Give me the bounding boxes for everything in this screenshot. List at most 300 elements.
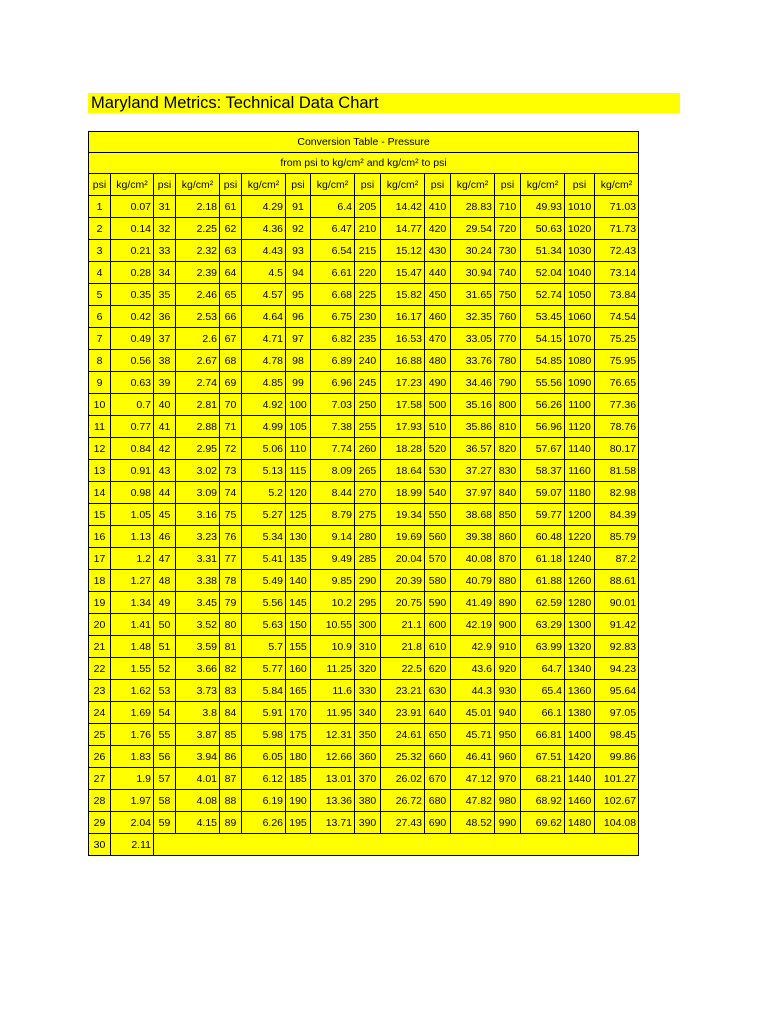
kgcm2-cell: 5.98 xyxy=(242,724,286,746)
psi-cell: 710 xyxy=(495,196,521,218)
table-row xyxy=(89,636,639,658)
psi-cell: 750 xyxy=(495,284,521,306)
psi-cell: 17 xyxy=(89,548,111,570)
kgcm2-cell: 2.18 xyxy=(176,196,220,218)
psi-cell: 52 xyxy=(154,658,176,680)
psi-cell: 37 xyxy=(154,328,176,350)
kgcm2-cell: 101.27 xyxy=(595,768,639,790)
psi-cell: 44 xyxy=(154,482,176,504)
kgcm2-cell: 98.45 xyxy=(595,724,639,746)
kgcm2-cell: 41.49 xyxy=(451,592,495,614)
psi-cell: 460 xyxy=(425,306,451,328)
kgcm2-cell: 17.23 xyxy=(381,372,425,394)
kgcm2-cell: 11.95 xyxy=(311,702,355,724)
kgcm2-cell: 84.39 xyxy=(595,504,639,526)
kgcm2-cell: 69.62 xyxy=(521,812,565,834)
psi-cell: 240 xyxy=(355,350,381,372)
psi-cell: 1120 xyxy=(565,416,595,438)
psi-cell: 31 xyxy=(154,196,176,218)
kgcm2-cell: 2.67 xyxy=(176,350,220,372)
kgcm2-cell: 1.62 xyxy=(111,680,154,702)
psi-cell: 1340 xyxy=(565,658,595,680)
kgcm2-cell: 5.27 xyxy=(242,504,286,526)
psi-cell: 30 xyxy=(89,834,111,856)
psi-cell: 680 xyxy=(425,790,451,812)
kgcm2-cell: 71.73 xyxy=(595,218,639,240)
column-header-kgcm2: kg/cm² xyxy=(311,174,355,196)
kgcm2-cell: 73.84 xyxy=(595,284,639,306)
kgcm2-cell: 11.6 xyxy=(311,680,355,702)
kgcm2-cell: 13.01 xyxy=(311,768,355,790)
column-header-psi: psi xyxy=(565,174,595,196)
kgcm2-cell: 2.39 xyxy=(176,262,220,284)
kgcm2-cell: 0.63 xyxy=(111,372,154,394)
kgcm2-cell: 5.34 xyxy=(242,526,286,548)
kgcm2-cell: 54.15 xyxy=(521,328,565,350)
column-header-kgcm2: kg/cm² xyxy=(242,174,286,196)
psi-cell: 1280 xyxy=(565,592,595,614)
kgcm2-cell: 3.94 xyxy=(176,746,220,768)
psi-cell: 9 xyxy=(89,372,111,394)
kgcm2-cell: 58.37 xyxy=(521,460,565,482)
kgcm2-cell: 20.75 xyxy=(381,592,425,614)
psi-cell: 275 xyxy=(355,504,381,526)
psi-cell: 730 xyxy=(495,240,521,262)
psi-cell: 15 xyxy=(89,504,111,526)
table-row xyxy=(89,306,639,328)
table-row xyxy=(89,372,639,394)
kgcm2-cell: 9.14 xyxy=(311,526,355,548)
kgcm2-cell: 3.45 xyxy=(176,592,220,614)
psi-cell: 94 xyxy=(286,262,311,284)
psi-cell: 100 xyxy=(286,394,311,416)
psi-cell: 250 xyxy=(355,394,381,416)
kgcm2-cell: 102.67 xyxy=(595,790,639,812)
psi-cell: 265 xyxy=(355,460,381,482)
psi-cell: 870 xyxy=(495,548,521,570)
kgcm2-cell: 2.04 xyxy=(111,812,154,834)
psi-cell: 175 xyxy=(286,724,311,746)
psi-cell: 1260 xyxy=(565,570,595,592)
psi-cell: 145 xyxy=(286,592,311,614)
psi-cell: 45 xyxy=(154,504,176,526)
kgcm2-cell: 2.11 xyxy=(111,834,154,856)
kgcm2-cell: 68.92 xyxy=(521,790,565,812)
kgcm2-cell: 21.1 xyxy=(381,614,425,636)
kgcm2-cell: 25.32 xyxy=(381,746,425,768)
psi-cell: 125 xyxy=(286,504,311,526)
kgcm2-cell: 71.03 xyxy=(595,196,639,218)
kgcm2-cell: 56.96 xyxy=(521,416,565,438)
table-row xyxy=(89,482,639,504)
psi-cell: 5 xyxy=(89,284,111,306)
psi-cell: 820 xyxy=(495,438,521,460)
kgcm2-cell: 40.79 xyxy=(451,570,495,592)
psi-cell: 850 xyxy=(495,504,521,526)
kgcm2-cell: 13.36 xyxy=(311,790,355,812)
kgcm2-cell: 18.64 xyxy=(381,460,425,482)
kgcm2-cell: 6.05 xyxy=(242,746,286,768)
psi-cell: 390 xyxy=(355,812,381,834)
psi-cell: 1480 xyxy=(565,812,595,834)
psi-cell: 800 xyxy=(495,394,521,416)
psi-cell: 245 xyxy=(355,372,381,394)
column-header-psi: psi xyxy=(154,174,176,196)
psi-cell: 71 xyxy=(220,416,242,438)
kgcm2-cell: 2.32 xyxy=(176,240,220,262)
psi-cell: 180 xyxy=(286,746,311,768)
psi-cell: 840 xyxy=(495,482,521,504)
kgcm2-cell: 1.34 xyxy=(111,592,154,614)
kgcm2-cell: 5.91 xyxy=(242,702,286,724)
psi-cell: 160 xyxy=(286,658,311,680)
kgcm2-cell: 4.57 xyxy=(242,284,286,306)
psi-cell: 720 xyxy=(495,218,521,240)
psi-cell: 63 xyxy=(220,240,242,262)
kgcm2-cell: 1.13 xyxy=(111,526,154,548)
kgcm2-cell: 10.55 xyxy=(311,614,355,636)
kgcm2-cell: 4.85 xyxy=(242,372,286,394)
psi-cell: 19 xyxy=(89,592,111,614)
kgcm2-cell: 4.43 xyxy=(242,240,286,262)
kgcm2-cell: 61.18 xyxy=(521,548,565,570)
kgcm2-cell: 57.67 xyxy=(521,438,565,460)
kgcm2-cell: 80.17 xyxy=(595,438,639,460)
table-title-row xyxy=(89,132,639,153)
psi-cell: 290 xyxy=(355,570,381,592)
kgcm2-cell: 6.68 xyxy=(311,284,355,306)
kgcm2-cell: 4.99 xyxy=(242,416,286,438)
kgcm2-cell: 18.99 xyxy=(381,482,425,504)
psi-cell: 220 xyxy=(355,262,381,284)
kgcm2-cell: 15.12 xyxy=(381,240,425,262)
kgcm2-cell: 3.52 xyxy=(176,614,220,636)
kgcm2-cell: 15.47 xyxy=(381,262,425,284)
psi-cell: 165 xyxy=(286,680,311,702)
psi-cell: 2 xyxy=(89,218,111,240)
psi-cell: 910 xyxy=(495,636,521,658)
psi-cell: 6 xyxy=(89,306,111,328)
kgcm2-cell: 5.7 xyxy=(242,636,286,658)
kgcm2-cell: 3.73 xyxy=(176,680,220,702)
psi-cell: 570 xyxy=(425,548,451,570)
kgcm2-cell: 28.83 xyxy=(451,196,495,218)
psi-cell: 110 xyxy=(286,438,311,460)
kgcm2-cell: 1.48 xyxy=(111,636,154,658)
psi-cell: 97 xyxy=(286,328,311,350)
psi-cell: 500 xyxy=(425,394,451,416)
kgcm2-cell: 18.28 xyxy=(381,438,425,460)
psi-cell: 520 xyxy=(425,438,451,460)
kgcm2-cell: 1.05 xyxy=(111,504,154,526)
psi-cell: 91 xyxy=(286,196,311,218)
psi-cell: 1420 xyxy=(565,746,595,768)
kgcm2-cell: 2.81 xyxy=(176,394,220,416)
kgcm2-cell: 39.38 xyxy=(451,526,495,548)
table-row xyxy=(89,592,639,614)
psi-cell: 420 xyxy=(425,218,451,240)
kgcm2-cell: 3.87 xyxy=(176,724,220,746)
table-row xyxy=(89,394,639,416)
kgcm2-cell: 35.86 xyxy=(451,416,495,438)
psi-cell: 51 xyxy=(154,636,176,658)
psi-cell: 87 xyxy=(220,768,242,790)
psi-cell: 280 xyxy=(355,526,381,548)
psi-cell: 13 xyxy=(89,460,111,482)
psi-cell: 57 xyxy=(154,768,176,790)
psi-cell: 81 xyxy=(220,636,242,658)
psi-cell: 530 xyxy=(425,460,451,482)
psi-cell: 670 xyxy=(425,768,451,790)
kgcm2-cell: 24.61 xyxy=(381,724,425,746)
kgcm2-cell: 3.66 xyxy=(176,658,220,680)
psi-cell: 260 xyxy=(355,438,381,460)
kgcm2-cell: 92.83 xyxy=(595,636,639,658)
kgcm2-cell: 76.65 xyxy=(595,372,639,394)
kgcm2-cell: 3.09 xyxy=(176,482,220,504)
kgcm2-cell: 17.58 xyxy=(381,394,425,416)
column-header-psi: psi xyxy=(220,174,242,196)
kgcm2-cell: 4.92 xyxy=(242,394,286,416)
title-bar xyxy=(88,93,680,113)
kgcm2-cell: 1.9 xyxy=(111,768,154,790)
kgcm2-cell: 42.19 xyxy=(451,614,495,636)
kgcm2-cell: 64.7 xyxy=(521,658,565,680)
kgcm2-cell: 19.69 xyxy=(381,526,425,548)
table-subtitle: from psi to kg/cm² and kg/cm² to psi xyxy=(89,153,639,174)
psi-cell: 43 xyxy=(154,460,176,482)
kgcm2-cell: 26.02 xyxy=(381,768,425,790)
psi-cell: 79 xyxy=(220,592,242,614)
psi-cell: 960 xyxy=(495,746,521,768)
kgcm2-cell: 3.31 xyxy=(176,548,220,570)
psi-cell: 22 xyxy=(89,658,111,680)
kgcm2-cell: 20.39 xyxy=(381,570,425,592)
kgcm2-cell: 34.46 xyxy=(451,372,495,394)
psi-cell: 53 xyxy=(154,680,176,702)
column-header-kgcm2: kg/cm² xyxy=(381,174,425,196)
table-row xyxy=(89,196,639,218)
psi-cell: 1140 xyxy=(565,438,595,460)
table-row xyxy=(89,746,639,768)
psi-cell: 49 xyxy=(154,592,176,614)
psi-cell: 32 xyxy=(154,218,176,240)
kgcm2-cell: 1.2 xyxy=(111,548,154,570)
kgcm2-cell: 5.49 xyxy=(242,570,286,592)
kgcm2-cell: 59.07 xyxy=(521,482,565,504)
psi-cell: 93 xyxy=(286,240,311,262)
kgcm2-cell: 51.34 xyxy=(521,240,565,262)
psi-cell: 310 xyxy=(355,636,381,658)
column-header-kgcm2: kg/cm² xyxy=(451,174,495,196)
kgcm2-cell: 23.21 xyxy=(381,680,425,702)
kgcm2-cell: 35.16 xyxy=(451,394,495,416)
table-row xyxy=(89,790,639,812)
kgcm2-cell: 36.57 xyxy=(451,438,495,460)
psi-cell: 255 xyxy=(355,416,381,438)
kgcm2-cell: 88.61 xyxy=(595,570,639,592)
psi-cell: 370 xyxy=(355,768,381,790)
psi-cell: 940 xyxy=(495,702,521,724)
psi-cell: 23 xyxy=(89,680,111,702)
kgcm2-cell: 0.84 xyxy=(111,438,154,460)
kgcm2-cell: 17.93 xyxy=(381,416,425,438)
column-header-psi: psi xyxy=(355,174,381,196)
kgcm2-cell: 32.35 xyxy=(451,306,495,328)
kgcm2-cell: 63.99 xyxy=(521,636,565,658)
psi-cell: 970 xyxy=(495,768,521,790)
kgcm2-cell: 37.27 xyxy=(451,460,495,482)
psi-cell: 900 xyxy=(495,614,521,636)
table-row xyxy=(89,504,639,526)
kgcm2-cell: 7.38 xyxy=(311,416,355,438)
psi-cell: 98 xyxy=(286,350,311,372)
column-header-row xyxy=(89,174,639,196)
kgcm2-cell: 5.56 xyxy=(242,592,286,614)
kgcm2-cell: 77.36 xyxy=(595,394,639,416)
psi-cell: 1400 xyxy=(565,724,595,746)
psi-cell: 26 xyxy=(89,746,111,768)
psi-cell: 42 xyxy=(154,438,176,460)
psi-cell: 16 xyxy=(89,526,111,548)
psi-cell: 130 xyxy=(286,526,311,548)
kgcm2-cell: 59.77 xyxy=(521,504,565,526)
kgcm2-cell: 0.91 xyxy=(111,460,154,482)
kgcm2-cell: 22.5 xyxy=(381,658,425,680)
psi-cell: 8 xyxy=(89,350,111,372)
psi-cell: 66 xyxy=(220,306,242,328)
kgcm2-cell: 4.15 xyxy=(176,812,220,834)
psi-cell: 920 xyxy=(495,658,521,680)
kgcm2-cell: 0.21 xyxy=(111,240,154,262)
kgcm2-cell: 7.74 xyxy=(311,438,355,460)
psi-cell: 540 xyxy=(425,482,451,504)
psi-cell: 69 xyxy=(220,372,242,394)
kgcm2-cell: 4.64 xyxy=(242,306,286,328)
psi-cell: 54 xyxy=(154,702,176,724)
psi-cell: 440 xyxy=(425,262,451,284)
psi-cell: 56 xyxy=(154,746,176,768)
psi-cell: 1050 xyxy=(565,284,595,306)
kgcm2-cell: 6.12 xyxy=(242,768,286,790)
kgcm2-cell: 6.54 xyxy=(311,240,355,262)
kgcm2-cell: 104.08 xyxy=(595,812,639,834)
kgcm2-cell: 11.25 xyxy=(311,658,355,680)
kgcm2-cell: 5.63 xyxy=(242,614,286,636)
psi-cell: 235 xyxy=(355,328,381,350)
psi-cell: 1060 xyxy=(565,306,595,328)
psi-cell: 46 xyxy=(154,526,176,548)
kgcm2-cell: 45.71 xyxy=(451,724,495,746)
psi-cell: 96 xyxy=(286,306,311,328)
psi-cell: 190 xyxy=(286,790,311,812)
psi-cell: 92 xyxy=(286,218,311,240)
psi-cell: 1320 xyxy=(565,636,595,658)
kgcm2-cell: 60.48 xyxy=(521,526,565,548)
kgcm2-cell: 27.43 xyxy=(381,812,425,834)
kgcm2-cell: 12.31 xyxy=(311,724,355,746)
kgcm2-cell: 1.69 xyxy=(111,702,154,724)
kgcm2-cell: 4.01 xyxy=(176,768,220,790)
psi-cell: 88 xyxy=(220,790,242,812)
kgcm2-cell: 19.34 xyxy=(381,504,425,526)
psi-cell: 1440 xyxy=(565,768,595,790)
psi-cell: 68 xyxy=(220,350,242,372)
psi-cell: 47 xyxy=(154,548,176,570)
kgcm2-cell: 21.8 xyxy=(381,636,425,658)
psi-cell: 225 xyxy=(355,284,381,306)
column-header-kgcm2: kg/cm² xyxy=(595,174,639,196)
psi-cell: 770 xyxy=(495,328,521,350)
kgcm2-cell: 9.49 xyxy=(311,548,355,570)
kgcm2-cell: 20.04 xyxy=(381,548,425,570)
psi-cell: 61 xyxy=(220,196,242,218)
psi-cell: 300 xyxy=(355,614,381,636)
psi-cell: 82 xyxy=(220,658,242,680)
kgcm2-cell: 99.86 xyxy=(595,746,639,768)
kgcm2-cell: 44.3 xyxy=(451,680,495,702)
kgcm2-cell: 47.12 xyxy=(451,768,495,790)
table-row xyxy=(89,724,639,746)
kgcm2-cell: 6.4 xyxy=(311,196,355,218)
table-row xyxy=(89,658,639,680)
psi-cell: 85 xyxy=(220,724,242,746)
kgcm2-cell: 75.25 xyxy=(595,328,639,350)
kgcm2-cell: 45.01 xyxy=(451,702,495,724)
psi-cell: 77 xyxy=(220,548,242,570)
kgcm2-cell: 2.88 xyxy=(176,416,220,438)
psi-cell: 39 xyxy=(154,372,176,394)
psi-cell: 78 xyxy=(220,570,242,592)
kgcm2-cell: 10.2 xyxy=(311,592,355,614)
table-title: Conversion Table - Pressure xyxy=(89,132,639,153)
kgcm2-cell: 4.36 xyxy=(242,218,286,240)
psi-cell: 450 xyxy=(425,284,451,306)
kgcm2-cell: 52.04 xyxy=(521,262,565,284)
kgcm2-cell: 1.41 xyxy=(111,614,154,636)
table-row xyxy=(89,350,639,372)
kgcm2-cell: 26.72 xyxy=(381,790,425,812)
psi-cell: 205 xyxy=(355,196,381,218)
table-row xyxy=(89,570,639,592)
psi-cell: 1090 xyxy=(565,372,595,394)
psi-cell: 740 xyxy=(495,262,521,284)
column-header-kgcm2: kg/cm² xyxy=(521,174,565,196)
psi-cell: 430 xyxy=(425,240,451,262)
psi-cell: 75 xyxy=(220,504,242,526)
kgcm2-cell: 49.93 xyxy=(521,196,565,218)
document-title: Maryland Metrics: Technical Data Chart xyxy=(91,94,379,112)
column-header-kgcm2: kg/cm² xyxy=(176,174,220,196)
table-row xyxy=(89,284,639,306)
psi-cell: 95 xyxy=(286,284,311,306)
psi-cell: 62 xyxy=(220,218,242,240)
psi-cell: 330 xyxy=(355,680,381,702)
kgcm2-cell: 2.46 xyxy=(176,284,220,306)
kgcm2-cell: 8.09 xyxy=(311,460,355,482)
kgcm2-cell: 6.26 xyxy=(242,812,286,834)
kgcm2-cell: 16.88 xyxy=(381,350,425,372)
kgcm2-cell: 78.76 xyxy=(595,416,639,438)
psi-cell: 1020 xyxy=(565,218,595,240)
table-row xyxy=(89,702,639,724)
kgcm2-cell: 1.27 xyxy=(111,570,154,592)
psi-cell: 410 xyxy=(425,196,451,218)
psi-cell: 950 xyxy=(495,724,521,746)
kgcm2-cell: 30.94 xyxy=(451,262,495,284)
psi-cell: 1180 xyxy=(565,482,595,504)
kgcm2-cell: 6.82 xyxy=(311,328,355,350)
